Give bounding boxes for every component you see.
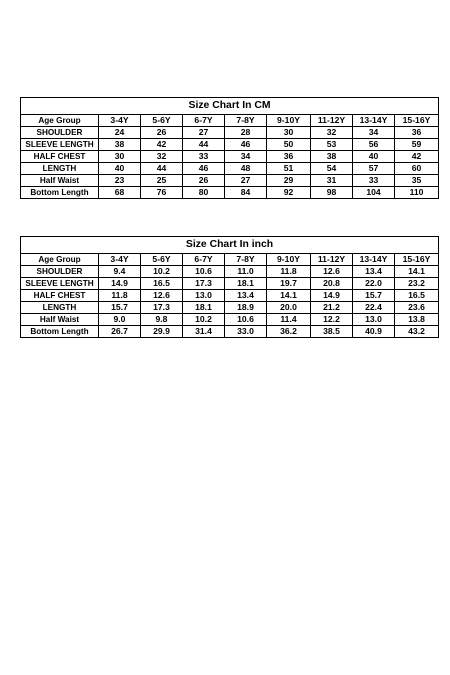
size-header: 5-6Y [141,115,183,127]
table-row [21,151,439,163]
measurement-value: 10.6 [225,314,267,326]
measurement-value: 25 [141,175,183,187]
size-header: 9-10Y [267,115,311,127]
measurement-value: 53 [311,139,353,151]
measurement-value: 36 [395,127,439,139]
measurement-value: 24 [99,127,141,139]
age-group-header: Age Group [21,115,99,127]
measurement-value: 40 [353,151,395,163]
measurement-value: 44 [141,163,183,175]
measurement-value: 46 [183,163,225,175]
measurement-value: 12.2 [311,314,353,326]
measurement-value: 38.5 [311,326,353,338]
measurement-value: 13.4 [353,266,395,278]
size-header: 13-14Y [353,115,395,127]
measurement-value: 33 [353,175,395,187]
measurement-value: 27 [183,127,225,139]
title-row [21,237,439,254]
measurement-label: HALF CHEST [21,290,99,302]
measurement-value: 84 [225,187,267,199]
measurement-value: 50 [267,139,311,151]
measurement-value: 76 [141,187,183,199]
measurement-value: 12.6 [141,290,183,302]
measurement-value: 60 [395,163,439,175]
measurement-value: 11.0 [225,266,267,278]
measurement-value: 30 [99,151,141,163]
measurement-value: 51 [267,163,311,175]
measurement-value: 36 [267,151,311,163]
measurement-value: 31 [311,175,353,187]
measurement-label: SHOULDER [21,266,99,278]
size-header: 3-4Y [99,254,141,266]
measurement-value: 11.4 [267,314,311,326]
measurement-value: 17.3 [141,302,183,314]
measurement-label: Half Waist [21,314,99,326]
measurement-label: SHOULDER [21,127,99,139]
measurement-value: 22.0 [353,278,395,290]
measurement-value: 26 [141,127,183,139]
measurement-value: 10.2 [141,266,183,278]
measurement-value: 34 [353,127,395,139]
table-row [21,266,439,278]
measurement-value: 30 [267,127,311,139]
size-header: 7-8Y [225,115,267,127]
measurement-value: 20.0 [267,302,311,314]
measurement-value: 22.4 [353,302,395,314]
measurement-value: 80 [183,187,225,199]
size-header: 6-7Y [183,115,225,127]
measurement-value: 59 [395,139,439,151]
header-row [21,254,439,266]
measurement-value: 23.2 [395,278,439,290]
chart-title: Size Chart In inch [21,237,439,254]
measurement-value: 27 [225,175,267,187]
chart-title: Size Chart In CM [21,98,439,115]
measurement-value: 68 [99,187,141,199]
size-header: 9-10Y [267,254,311,266]
measurement-value: 18.9 [225,302,267,314]
measurement-value: 14.1 [395,266,439,278]
measurement-value: 48 [225,163,267,175]
measurement-value: 29.9 [141,326,183,338]
header-row [21,115,439,127]
size-header: 15-16Y [395,254,439,266]
measurement-label: SLEEVE LENGTH [21,278,99,290]
measurement-label: Half Waist [21,175,99,187]
measurement-value: 14.9 [311,290,353,302]
measurement-value: 12.6 [311,266,353,278]
measurement-value: 33 [183,151,225,163]
size-chart-inch [20,236,439,338]
size-header: 7-8Y [225,254,267,266]
table-row [21,175,439,187]
measurement-value: 13.8 [395,314,439,326]
size-header: 13-14Y [353,254,395,266]
measurement-value: 10.6 [183,266,225,278]
measurement-value: 32 [311,127,353,139]
measurement-value: 9.4 [99,266,141,278]
measurement-value: 13.0 [353,314,395,326]
measurement-value: 26.7 [99,326,141,338]
table-row [21,278,439,290]
measurement-value: 110 [395,187,439,199]
measurement-value: 10.2 [183,314,225,326]
size-header: 11-12Y [311,115,353,127]
measurement-value: 15.7 [99,302,141,314]
measurement-value: 38 [99,139,141,151]
measurement-value: 46 [225,139,267,151]
measurement-value: 28 [225,127,267,139]
measurement-value: 11.8 [99,290,141,302]
measurement-value: 92 [267,187,311,199]
table-row [21,314,439,326]
measurement-value: 17.3 [183,278,225,290]
measurement-value: 14.9 [99,278,141,290]
measurement-value: 32 [141,151,183,163]
measurement-label: LENGTH [21,302,99,314]
measurement-value: 18.1 [225,278,267,290]
measurement-value: 35 [395,175,439,187]
measurement-value: 44 [183,139,225,151]
measurement-value: 21.2 [311,302,353,314]
measurement-value: 14.1 [267,290,311,302]
size-header: 15-16Y [395,115,439,127]
measurement-value: 54 [311,163,353,175]
age-group-header: Age Group [21,254,99,266]
measurement-value: 20.8 [311,278,353,290]
measurement-value: 43.2 [395,326,439,338]
measurement-label: HALF CHEST [21,151,99,163]
measurement-value: 16.5 [141,278,183,290]
size-header: 11-12Y [311,254,353,266]
table-row [21,139,439,151]
measurement-value: 31.4 [183,326,225,338]
table-row [21,302,439,314]
measurement-value: 13.0 [183,290,225,302]
measurement-value: 34 [225,151,267,163]
measurement-value: 26 [183,175,225,187]
measurement-value: 98 [311,187,353,199]
size-header: 6-7Y [183,254,225,266]
measurement-value: 40 [99,163,141,175]
measurement-value: 16.5 [395,290,439,302]
title-row [21,98,439,115]
measurement-value: 36.2 [267,326,311,338]
table-row [21,290,439,302]
measurement-value: 40.9 [353,326,395,338]
measurement-value: 15.7 [353,290,395,302]
table-row [21,187,439,199]
measurement-value: 57 [353,163,395,175]
measurement-value: 18.1 [183,302,225,314]
measurement-value: 38 [311,151,353,163]
measurement-label: Bottom Length [21,187,99,199]
measurement-value: 23 [99,175,141,187]
measurement-value: 56 [353,139,395,151]
measurement-value: 42 [395,151,439,163]
measurement-label: LENGTH [21,163,99,175]
measurement-label: SLEEVE LENGTH [21,139,99,151]
measurement-value: 104 [353,187,395,199]
measurement-label: Bottom Length [21,326,99,338]
measurement-value: 13.4 [225,290,267,302]
table-row [21,163,439,175]
size-header: 5-6Y [141,254,183,266]
measurement-value: 19.7 [267,278,311,290]
measurement-value: 9.8 [141,314,183,326]
measurement-value: 9.0 [99,314,141,326]
measurement-value: 23.6 [395,302,439,314]
table-row [21,326,439,338]
table-row [21,127,439,139]
size-header: 3-4Y [99,115,141,127]
size-chart-cm [20,97,439,199]
measurement-value: 42 [141,139,183,151]
measurement-value: 29 [267,175,311,187]
measurement-value: 11.8 [267,266,311,278]
measurement-value: 33.0 [225,326,267,338]
